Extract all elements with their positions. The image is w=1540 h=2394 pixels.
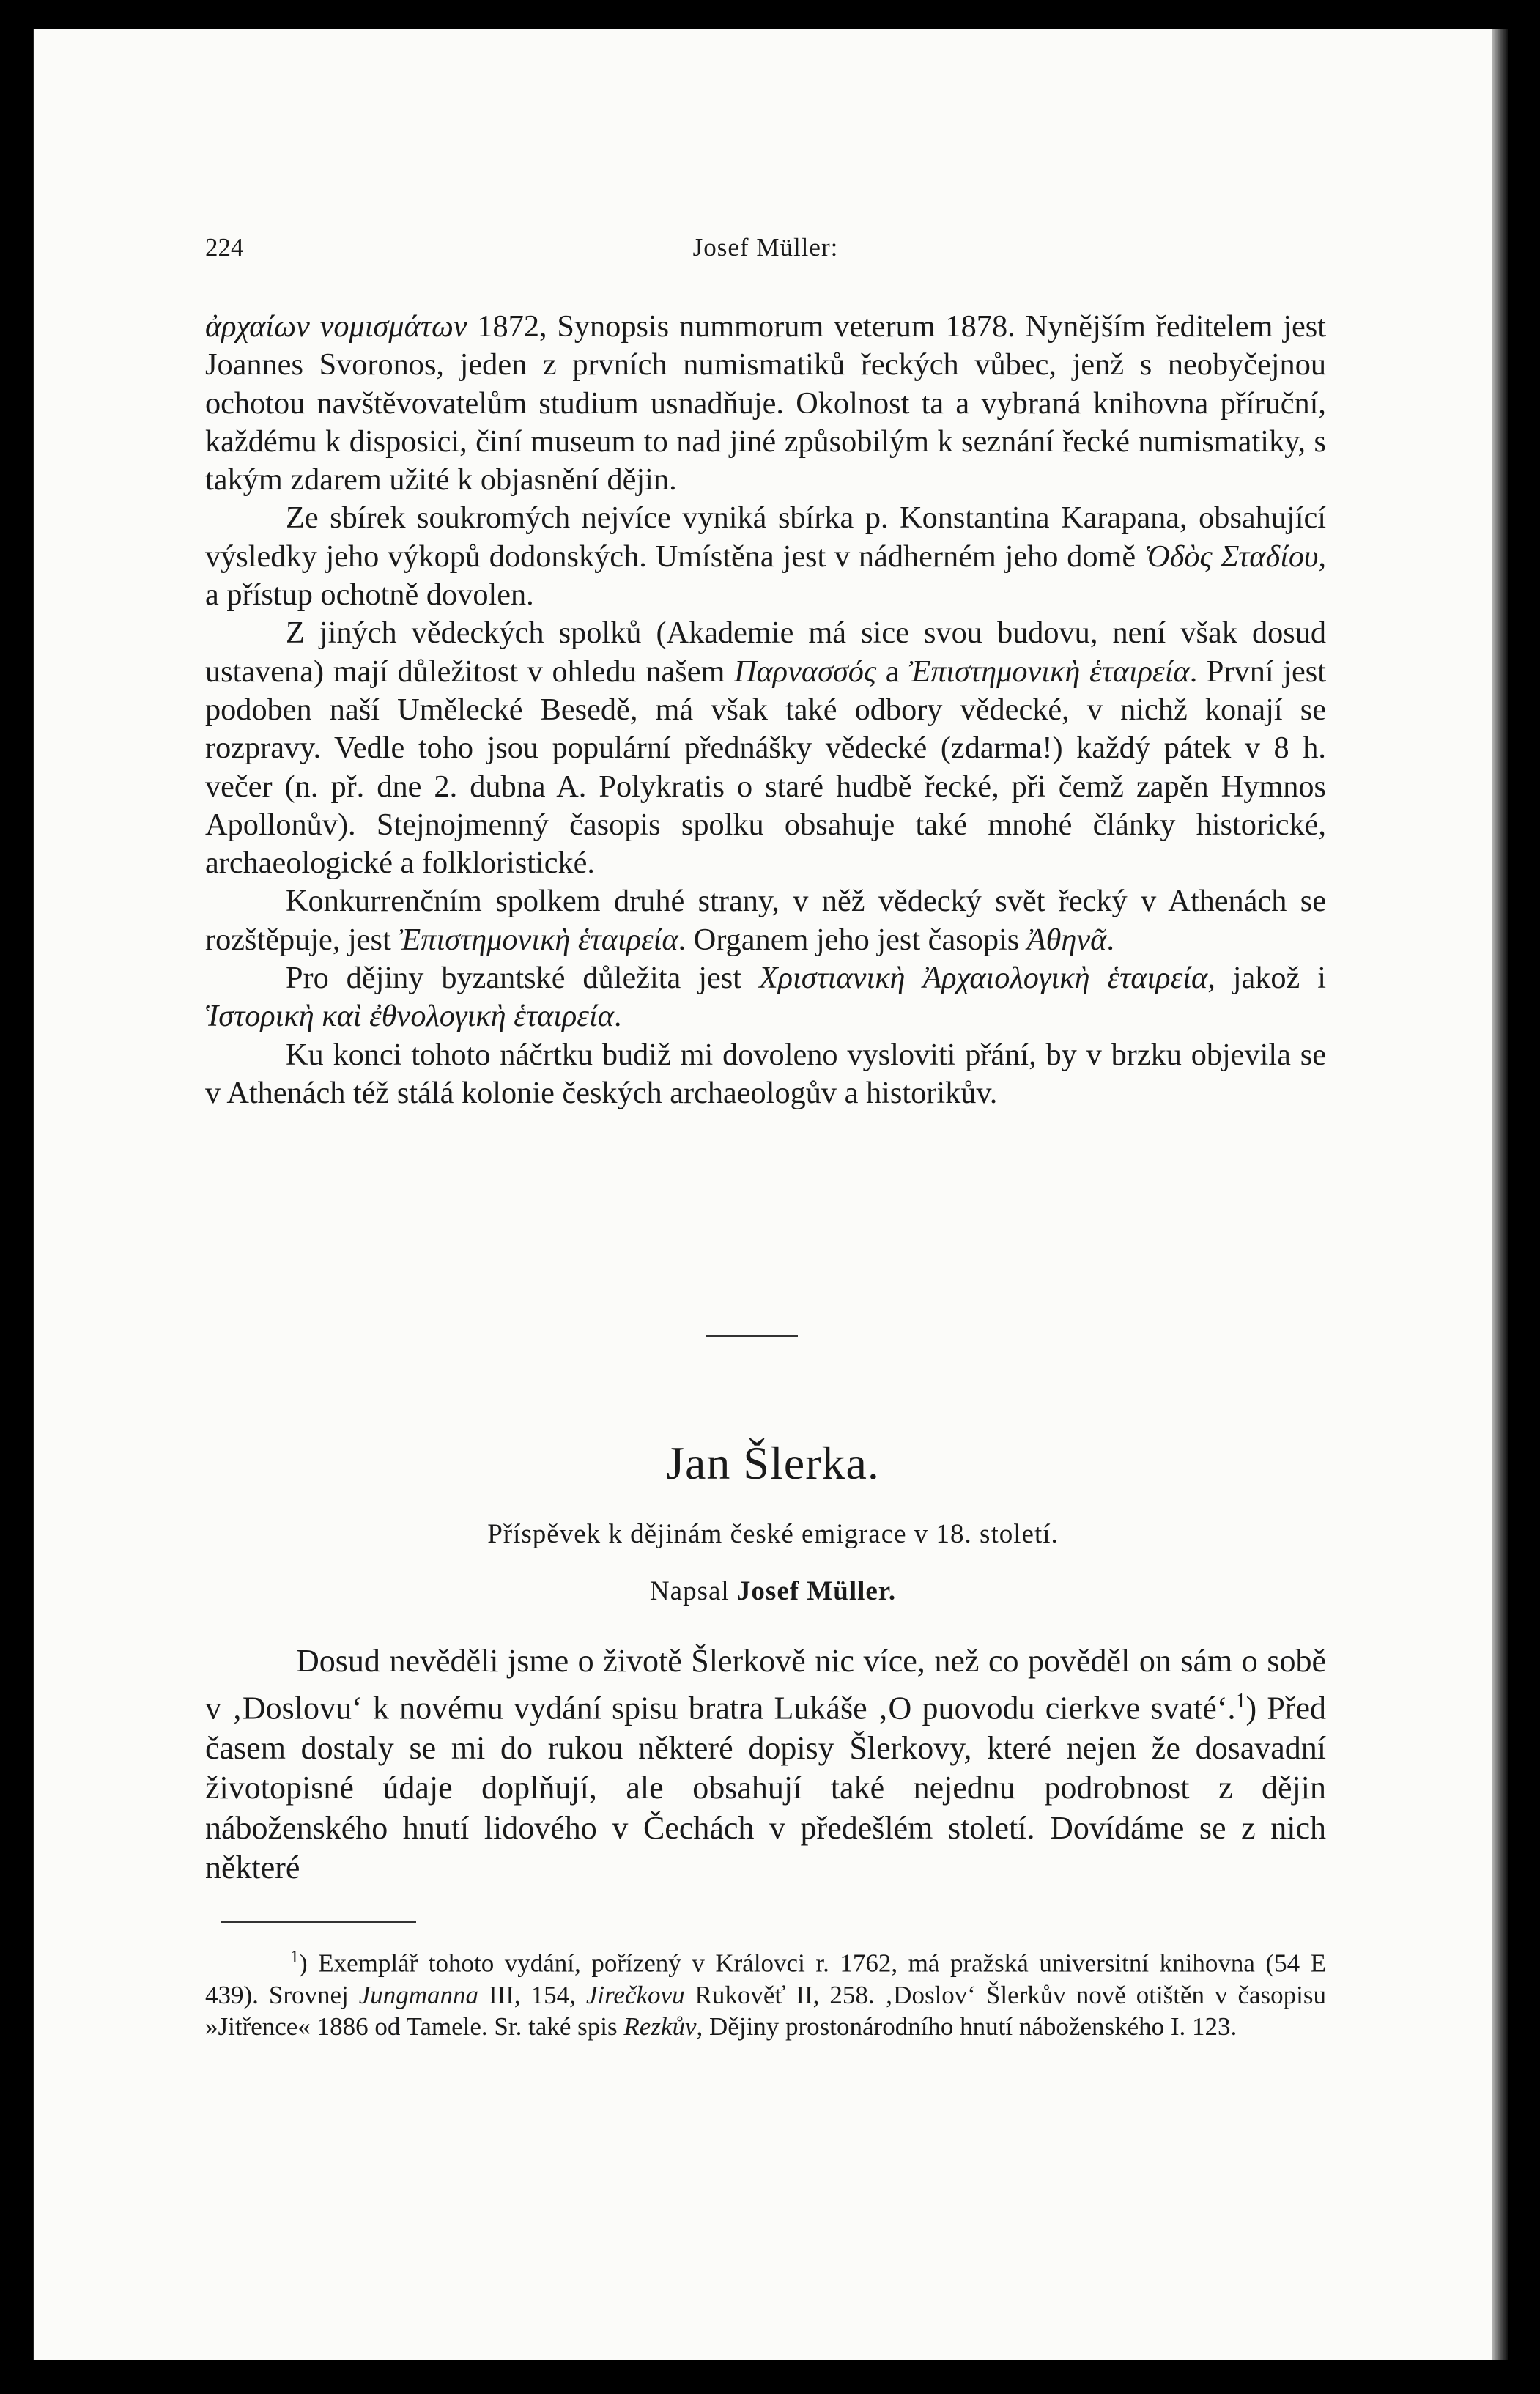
text-run: ) Před časem dostaly se mi do rukou některé dopisy Šlerkovy, které nejen že dosavadní životopisné údaje doplňují, ale obsahují také nejednu podrobnost z dějin náboženského hnutí lidového v Čechách v předešlém století. Dovídáme se z nich některé xyxy=(205,1690,1326,1886)
running-title: Josef Müller: xyxy=(692,233,839,262)
text-run: Konkurrenčním spolkem druhé strany, v něž vědecký svět řecký v Athenách se rozštěpuje, jest xyxy=(205,884,1326,957)
paragraph xyxy=(205,1641,1326,1888)
text-run: ) Exemplář tohoto vydání, pořízený v Královci r. 1762, má pražská universitní knihovna (54 E 439). Srovnej xyxy=(205,1948,1326,2009)
paragraph xyxy=(205,882,1326,959)
byline-author: Josef Müller. xyxy=(736,1576,897,1606)
running-header xyxy=(205,233,1326,270)
greek-phrase: Ἐπιστημονικὴ ἑταιρεία xyxy=(908,654,1190,689)
text-run-italic: Jungmanna xyxy=(358,1980,479,2009)
footnote-marker: 1 xyxy=(290,1948,299,1967)
text-run: Rukověť II, 258. ‚Doslov‘ Šlerkův nově otištěn v časopisu »Jitřence« 1886 od Tamele. Sr. také spis xyxy=(205,1980,1326,2041)
page-number: 224 xyxy=(205,233,244,262)
article-subtitle: Příspěvek k dějinám české emigrace v 18. století. xyxy=(487,1519,1059,1549)
text-run-italic: Rezkův xyxy=(623,2011,697,2041)
text-run: , Dějiny prostonárodního hnutí náboženského I. 123. xyxy=(696,2011,1237,2041)
greek-phrase: Χριστιανικὴ Ἀρχαιολογικὴ ἑταιρεία xyxy=(758,961,1208,996)
page-edge xyxy=(1492,29,1508,2360)
paragraph xyxy=(205,1036,1326,1113)
article-title: Jan Šlerka. xyxy=(666,1437,880,1489)
greek-phrase: ἀρχαίων νομισμάτων xyxy=(205,309,467,344)
text-run: Pro dějiny byzantské důležita jest xyxy=(286,961,759,996)
greek-phrase: Παρνασσός xyxy=(734,654,877,689)
paragraph xyxy=(205,614,1326,882)
text-run: Ku konci tohoto náčrtku budiž mi dovoleno vysloviti přání, by v brzku objevila se v Athenách též stálá kolonie českých archaeologův a historikův. xyxy=(205,1037,1326,1110)
footnote-divider xyxy=(221,1921,416,1923)
footnote-paragraph xyxy=(205,1942,1326,2042)
text-run: , jakož i xyxy=(1207,961,1326,996)
greek-phrase: Ἀθηνᾶ xyxy=(1026,922,1107,957)
text-run: , a přístup ochotně dovolen. xyxy=(205,539,1327,613)
text-run-italic: Jirečkovu xyxy=(585,1980,685,2009)
paragraph xyxy=(205,499,1326,614)
greek-phrase: Ἐπιστημονικὴ ἑταιρεία xyxy=(399,922,678,957)
paragraph xyxy=(205,308,1326,499)
text-run: . xyxy=(1106,922,1114,957)
text-run: . První jest podoben naší Umělecké Besedě, má však také odbory vědecké, v nichž konají se rozpravy. Vedle toho jsou populární přednášky vědecké (zdarma!) každý pátek v 8 h. večer (n. př. dne 2. dubna A. Polykratis o staré hudbě řecké, při čemž zapěn Hymnos Apollonův). Stejnojmenný časopis spolku obsahuje také mnohé články historické, archaeologické a folkloristické. xyxy=(205,654,1326,881)
text-run: . Organem jeho jest časopis xyxy=(678,922,1027,957)
paragraph xyxy=(205,959,1326,1036)
text-run: a xyxy=(876,654,909,689)
text-run: Dosud nevěděli jsme o životě Šlerkově nic více, než co pověděl on sám o sobě v ‚Doslovu‘ k novému vydání spisu bratra Lukáše ‚O puovodu cierkve svaté‘. xyxy=(205,1643,1326,1726)
text-run: Z jiných vědeckých spolků (Akademie má sice svou budovu, není však dosud ustavena) mají důležitost v ohledu našem xyxy=(205,616,1326,689)
text-run: III, 154, xyxy=(478,1980,586,2009)
greek-phrase: Ὁδὸς Σταδίου xyxy=(1144,539,1319,574)
text-run: Ze sbírek soukromých nejvíce vyniká sbírka p. Konstantina Karapana, obsahující výsledky jeho výkopů dodonských. Umístěna jest v nádherném jeho domě xyxy=(205,500,1326,574)
previous-article-body xyxy=(205,308,1326,1112)
section-divider xyxy=(706,1335,798,1337)
article-body xyxy=(205,1641,1326,1888)
footnote xyxy=(205,1942,1326,2042)
byline-prefix: Napsal xyxy=(649,1576,737,1606)
footnote-ref: 1 xyxy=(1235,1689,1246,1713)
greek-phrase: Ἱστορικὴ καὶ ἐθνολογικὴ ἑταιρεία xyxy=(205,999,614,1034)
text-run: 1872, Synopsis nummorum veterum 1878. Nynějším ředitelem jest Joannes Svoronos, jeden z prvních numismatiků řeckých vůbec, jenž s neobyčejnou ochotou navštěvovatelům studium usnadňuje. Okolnost ta a vybraná knihovna příruční, každému k disposici, činí museum to nad jiné způsobilým k seznání řecké numismatiky, s takým zdarem užité k objasnění dějin. xyxy=(205,309,1326,498)
article-byline xyxy=(205,1575,1341,1607)
text-run: . xyxy=(613,999,622,1034)
